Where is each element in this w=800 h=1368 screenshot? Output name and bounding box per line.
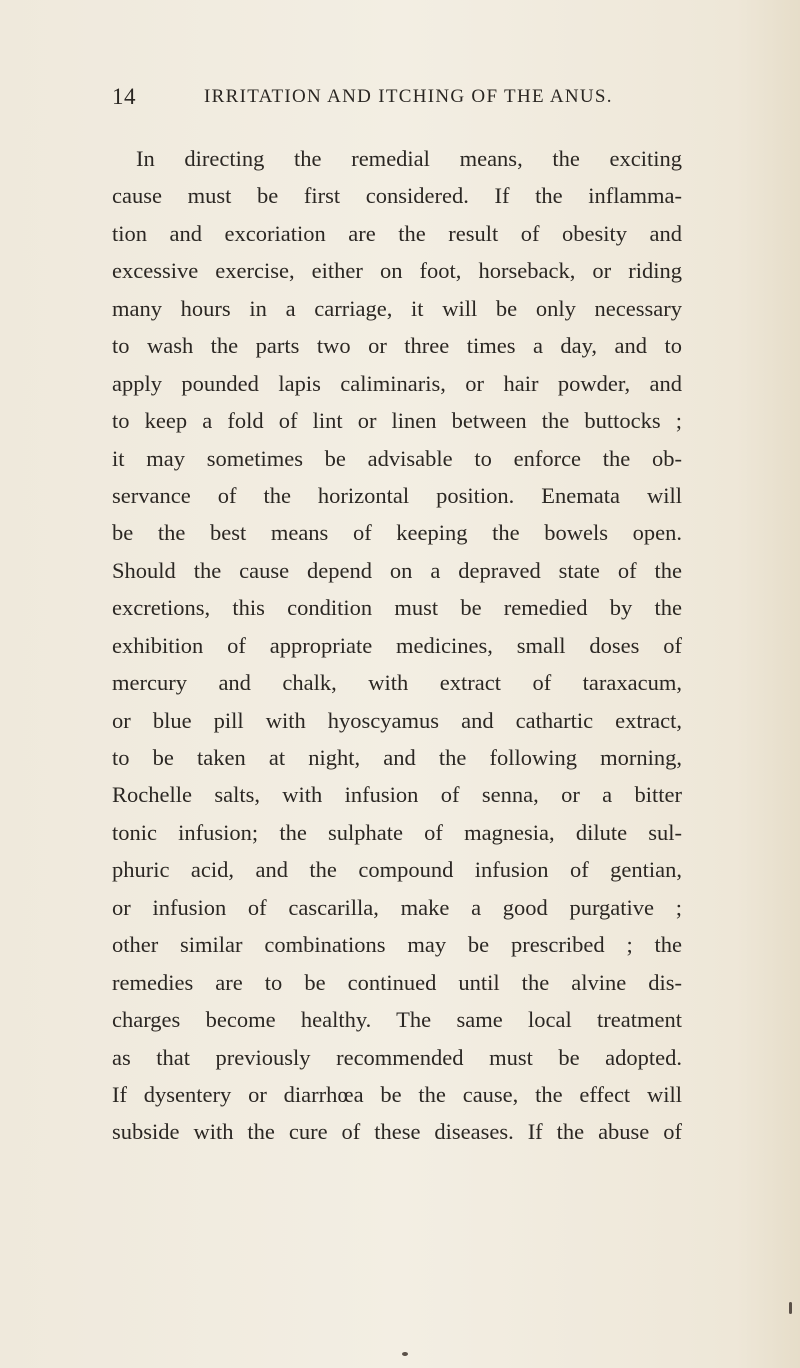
page-header [112,84,682,114]
text-line: servance of the horizontal position. Enemata will [112,482,682,508]
text-line: mercury and chalk, with extract of taraxacum, [112,670,682,696]
text-line: to keep a fold of lint or linen between the buttocks ; [112,408,682,434]
page-number: 14 [112,84,136,109]
margin-ink-mark [789,1302,792,1314]
text-line: tonic infusion; the sulphate of magnesia, dilute sul- [112,819,682,845]
text-line: phuric acid, and the compound infusion of gentian, [112,857,682,883]
text-line: tion and excoriation are the result of obesity and [112,220,682,246]
text-line: or blue pill with hyoscyamus and cathartic extract, [112,707,682,733]
text-line: excessive exercise, either on foot, horseback, or riding [112,258,682,284]
text-line: as that previously recommended must be adopted. [112,1044,682,1070]
ink-speck [402,1352,408,1356]
text-line: exhibition of appropriate medicines, small doses of [112,632,682,658]
text-line: excretions, this condition must be remedied by the [112,595,682,621]
text-line: be the best means of keeping the bowels open. [112,520,682,546]
text-line: charges become healthy. The same local treatment [112,1007,682,1033]
text-line: In directing the remedial means, the exciting [136,146,682,171]
text-line: it may sometimes be advisable to enforce the ob- [112,445,682,471]
text-line: subside with the cure of these diseases. If the abuse of [112,1119,682,1145]
body-paragraph [112,140,682,1151]
text-line: to wash the parts two or three times a day, and to [112,333,682,359]
text-line: Should the cause depend on a depraved state of the [112,557,682,583]
text-line: many hours in a carriage, it will be only necessary [112,295,682,321]
text-line: to be taken at night, and the following morning, [112,745,682,770]
text-line: apply pounded lapis caliminaris, or hair powder, and [112,370,682,396]
text-line: cause must be first considered. If the inflamma- [112,183,682,209]
text-line: remedies are to be continued until the alvine dis- [112,969,682,995]
text-line: or infusion of cascarilla, make a good purgative ; [112,894,682,920]
running-head: IRRITATION AND ITCHING OF THE ANUS. [204,86,613,107]
text-line: other similar combinations may be prescribed ; the [112,932,682,958]
text-line: If dysentery or diarrhœa be the cause, the effect will [112,1081,682,1107]
text-line: Rochelle salts, with infusion of senna, or a bitter [112,782,682,808]
